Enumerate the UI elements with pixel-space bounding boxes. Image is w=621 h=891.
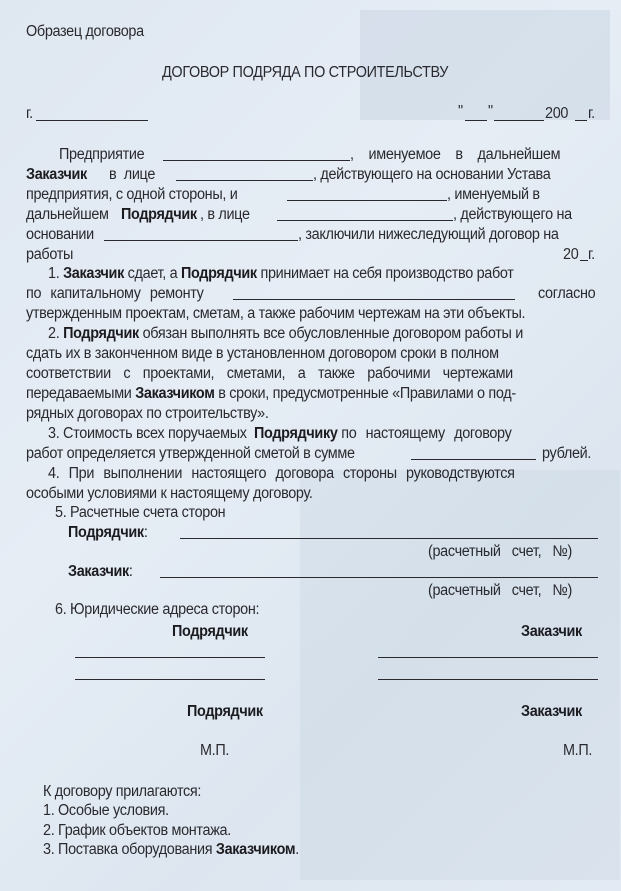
contract-title: ДОГОВОР ПОДРЯДА ПО СТРОИТЕЛЬСТВУ bbox=[162, 64, 449, 81]
contractor-account-label bbox=[68, 523, 148, 543]
customer-account-field[interactable] bbox=[160, 577, 598, 578]
customer-address-label: Заказчик bbox=[521, 623, 582, 640]
contractor-name-blank[interactable] bbox=[287, 200, 447, 201]
clause-text: по капитальному ремонту bbox=[26, 285, 204, 302]
colon: : bbox=[143, 524, 148, 541]
clause-1 bbox=[48, 264, 514, 284]
customer-address-line-1[interactable] bbox=[378, 657, 598, 658]
city-prefix: г. bbox=[26, 105, 33, 122]
clause-text: принимает на себя производство работ bbox=[260, 265, 514, 282]
contractor-term: Подрядчику bbox=[254, 425, 338, 442]
background-artifact bbox=[300, 470, 620, 880]
contractor-address-label: Подрядчик bbox=[172, 623, 248, 640]
contractor-term: Подрядчик bbox=[180, 265, 257, 282]
attachment-item bbox=[43, 840, 299, 860]
clause-text: передаваемыми bbox=[26, 385, 132, 402]
clause-number: 2. bbox=[48, 325, 60, 342]
preamble-text: , именуемое в дальнейшем bbox=[350, 146, 561, 163]
preamble-text: , действующего на bbox=[453, 206, 572, 223]
colon: : bbox=[128, 563, 133, 580]
amount-blank[interactable] bbox=[411, 459, 536, 460]
preamble-text: дальнейшем bbox=[26, 206, 109, 223]
date-suffix: г. bbox=[588, 105, 595, 122]
date-year-blank[interactable] bbox=[575, 120, 587, 121]
clause-text: по настоящему договору bbox=[341, 425, 512, 442]
clause-3 bbox=[48, 424, 511, 444]
attachment-item: 1. Особые условия. bbox=[43, 802, 169, 819]
customer-term: Заказчик bbox=[26, 166, 87, 183]
customer-address-line-2[interactable] bbox=[378, 679, 598, 680]
enterprise-name-blank[interactable] bbox=[163, 160, 350, 161]
attachment-text: 3. Поставка оборудования bbox=[43, 841, 213, 858]
customer-representative-blank[interactable] bbox=[176, 180, 313, 181]
customer-term: Заказчиком bbox=[215, 841, 296, 858]
preamble-text: предприятия, с одной стороны, и bbox=[26, 186, 238, 203]
clause-text: особыми условиями к настоящему договору. bbox=[26, 485, 313, 502]
preamble-text: в лице bbox=[109, 166, 156, 183]
clause-text: утвержденным проектам, сметам, а также рабочим чертежам на эти объекты. bbox=[26, 305, 526, 322]
clause-text: обязан выполнять все обусловленные договором работы и bbox=[142, 325, 523, 342]
customer-stamp: М.П. bbox=[563, 742, 593, 759]
customer-term: Заказчик bbox=[63, 265, 124, 282]
addresses-heading: 6. Юридические адреса сторон: bbox=[55, 601, 260, 618]
clause-text: сдает, а bbox=[127, 265, 178, 282]
preamble-text: Предприятие bbox=[59, 146, 145, 163]
date-month-blank[interactable] bbox=[494, 120, 544, 121]
contractor-representative-blank[interactable] bbox=[277, 220, 453, 221]
clause-text: рублей. bbox=[542, 445, 592, 462]
period: . bbox=[295, 841, 299, 858]
repair-object-blank[interactable] bbox=[233, 299, 515, 300]
contractor-address-line-2[interactable] bbox=[75, 679, 265, 680]
sample-label: Образец договора bbox=[26, 23, 144, 40]
clause-text: работ определяется утвержденной сметой в сумме bbox=[26, 445, 355, 462]
clause-4: 4. При выполнении настоящего договора стороны руководствуются bbox=[48, 465, 515, 482]
contractor-basis-blank[interactable] bbox=[104, 240, 298, 241]
contractor-address-line-1[interactable] bbox=[75, 657, 265, 658]
preamble-text: г. bbox=[588, 246, 595, 263]
clause-2 bbox=[48, 324, 523, 344]
accounts-heading: 5. Расчетные счета сторон bbox=[55, 504, 226, 521]
year-blank[interactable] bbox=[580, 260, 588, 261]
attachment-item: 2. График объектов монтажа. bbox=[43, 822, 231, 839]
clause-text: 3. Стоимость всех поручаемых bbox=[48, 425, 247, 442]
contractor-stamp: М.П. bbox=[200, 742, 230, 759]
date-day-blank[interactable] bbox=[465, 120, 487, 121]
customer-signature-label: Заказчик bbox=[521, 703, 582, 720]
preamble-text: работы bbox=[26, 246, 74, 263]
preamble-text: основании bbox=[26, 226, 94, 243]
contractor-term: Подрядчик bbox=[63, 325, 139, 342]
account-hint: (расчетный счет, №) bbox=[428, 543, 572, 560]
clause-text: согласно bbox=[538, 285, 596, 302]
city-blank[interactable] bbox=[36, 120, 148, 121]
date-year: 200 bbox=[545, 105, 569, 122]
contractor-signature-label: Подрядчик bbox=[187, 703, 263, 720]
label-text: Подрядчик bbox=[68, 524, 144, 541]
preamble-text: , заключили нижеследующий договор на bbox=[298, 226, 559, 243]
preamble-text: , именуемый в bbox=[447, 186, 540, 203]
label-text: Заказчик bbox=[68, 563, 129, 580]
contractor-account-field[interactable] bbox=[180, 538, 598, 539]
clause-text: в сроки, предусмотренные «Правилами о под- bbox=[218, 385, 516, 402]
customer-account-label bbox=[68, 562, 133, 582]
preamble-text: 20 bbox=[563, 246, 579, 263]
clause-2-line-4 bbox=[26, 384, 516, 404]
preamble-text: , действующего на основании Устава bbox=[313, 166, 551, 183]
contractor-term: Подрядчик bbox=[121, 206, 197, 223]
date-quote-close: " bbox=[488, 103, 493, 120]
clause-text: соответствии с проектами, сметами, а также рабочими чертежами bbox=[26, 365, 513, 382]
customer-term: Заказчиком bbox=[135, 385, 215, 402]
attachments-heading: К договору прилагаются: bbox=[43, 783, 202, 800]
clause-text: рядных договорах по строительству». bbox=[26, 405, 269, 422]
clause-number: 1. bbox=[48, 265, 60, 282]
date-quote-open: " bbox=[458, 103, 463, 120]
preamble-text: , в лице bbox=[200, 206, 250, 223]
clause-text: сдать их в законченном виде в установленном договором сроки в полном bbox=[26, 345, 499, 362]
account-hint: (расчетный счет, №) bbox=[428, 582, 572, 599]
